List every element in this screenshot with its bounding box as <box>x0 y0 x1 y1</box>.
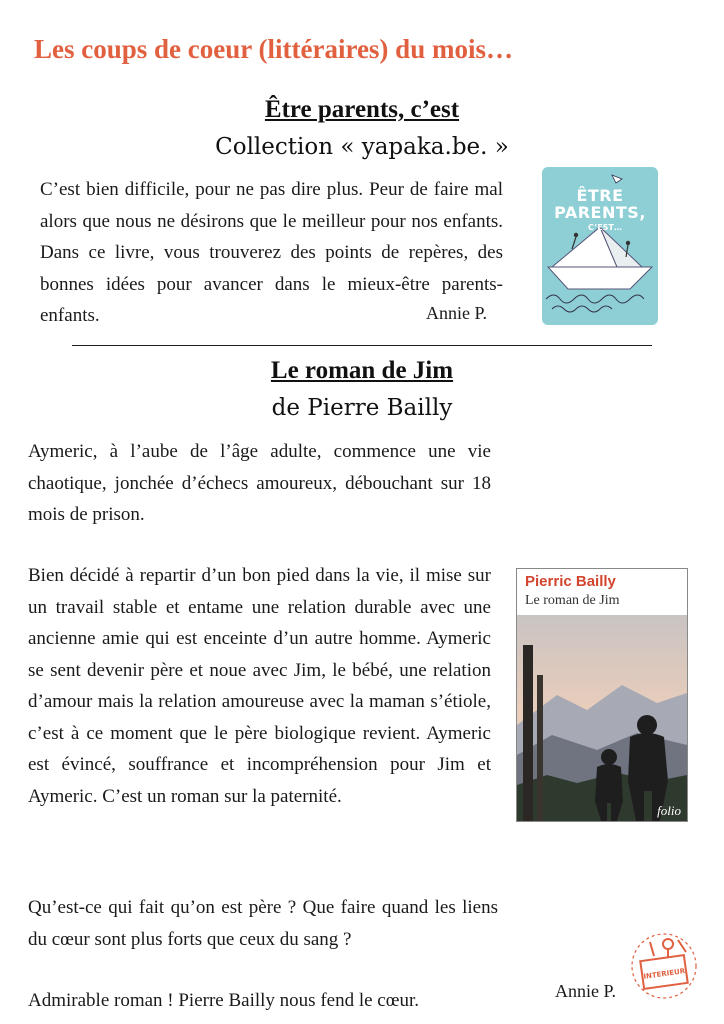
book1-title: Être parents, c’est <box>264 96 460 123</box>
cover2-photo <box>517 615 687 821</box>
book2-paragraph-2: Bien décidé à repartir d’un bon pied dans la vie, il mise sur un travail stable et entame une relation durable avec une ancienne amie qui est enceinte d’un autre homme. Aymeric se sent devenir père et noue avec Jim, le bébé, une relation d’amour mais la relation amoureuse avec la maman s’étiole, c’est à ce moment que le père biologique revient. Aymeric est évincé, souffrance et incompréhension pour Jim et Aymeric. C’est un roman sur la paternité. <box>28 565 491 807</box>
cover2-author: Pierric Bailly <box>525 573 616 590</box>
book1-signature: Annie P. <box>426 303 488 323</box>
book1-description: C’est bien difficile, pour ne pas dire plus. Peur de faire mal alors que nous ne désirons que le meilleur pour nos enfants. Dans ce livre, vous trouverez des points de repères, des bonnes idées pour avancer dans le mieux-être parents-enfants. <box>40 179 503 326</box>
page-header-title: Les coups de coeur (littéraires) du mois… <box>34 34 513 64</box>
cover2-publisher: folio <box>657 803 681 818</box>
cover2-title: Le roman de Jim <box>525 593 620 608</box>
cover1-title-line1: ÊTRE <box>576 186 624 205</box>
section-divider <box>72 345 652 346</box>
book2-paragraph-3: Qu’est-ce qui fait qu’on est père ? Que faire quand les liens du cœur sont plus forts que ceux du sang ? <box>28 897 498 950</box>
book1-subtitle: Collection « yapaka.be. » <box>215 134 509 160</box>
book2-paragraph-1: Aymeric, à l’aube de l’âge adulte, commence une vie chaotique, jonchée d’échecs amoureux, débouchant sur 18 mois de prison. <box>28 441 491 525</box>
book2-title: Le roman de Jim <box>270 357 454 384</box>
book2-signature: Annie P. <box>555 981 617 1001</box>
book1-cover-image <box>542 167 658 325</box>
cover1-title-line3: C’EST… <box>588 223 622 232</box>
book2-subtitle: de Pierre Bailly <box>271 395 453 421</box>
interieur-logo-icon <box>628 930 700 1000</box>
cover1-title-line2: PARENTS, <box>554 203 646 222</box>
logo-label: INTERIEUR <box>642 967 686 981</box>
book2-paragraph-4: Admirable roman ! Pierre Bailly nous fend le cœur. <box>28 990 419 1011</box>
book2-cover-image <box>516 568 688 822</box>
